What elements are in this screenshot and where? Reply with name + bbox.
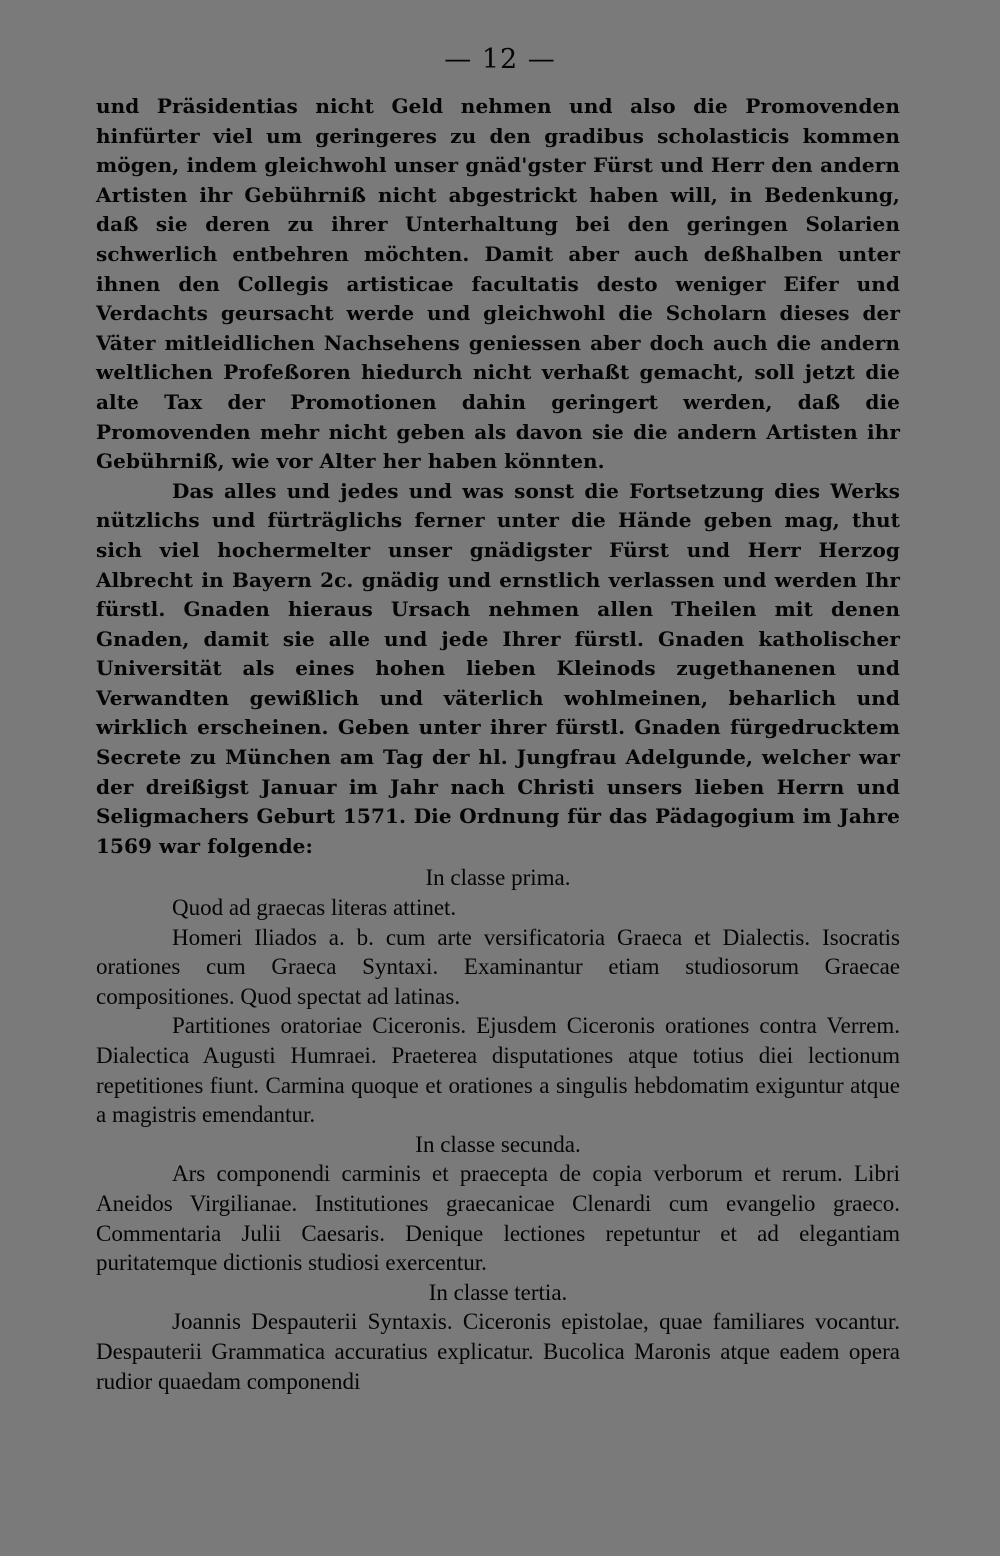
heading-classe-tertia: In classe tertia. — [428, 1279, 568, 1305]
paragraph-prima-partitiones: Partitiones oratoriae Ciceronis. Ejusdem Ciceronis orationes contra Verrem. Dialectica Augusti Humraei. Praeterea disputationes atque totius diei lectionum repetitiones fiunt. Carmina quoque et orationes a singulis hebdomatim exiguntur atque a magistris emendantur. — [96, 1013, 900, 1128]
paragraph-promotion-fees: und Präsidentias nicht Geld nehmen und also die Promovenden hinfürter viel um geringeres zu den gradibus scholasticis kommen mögen, indem gleichwohl unser gnäd'gster Fürst und Herr den andern Artisten ihr Gebührniß nicht abgestrickt haben will, in Bedenkung, daß sie deren zu ihrer Unterhaltung bei den geringen Solarien schwerlich entbehren möchten. Damit aber auch deßhalben unter ihnen den Collegis artisticae facultatis desto weniger Eifer und Verdachts geursacht werde und gleichwohl die Scholarn dieses der Väter mitleidlichen Nachsehens geniessen aber doch auch die andern weltlichen Profeßoren hiedurch nicht verhaßt gemacht, soll jetzt die alte Tax der Promotionen dahin geringert werden, daß die Promovenden mehr nicht geben als davon sie die andern Artisten ihr Gebührniß, wie vor Alter her haben könnten. — [96, 94, 900, 474]
page-body — [96, 92, 900, 1396]
paragraph-ducal-decree: Das alles und jedes und was sonst die Fortsetzung dies Werks nützlichs und fürträglichs ferner unter die Hände geben mag, thut sich viel hochermelter unser gnädigster Fürst und Herr Herzog Albrecht in Bayern 2c. gnädig und ernstlich verlassen und werden Ihr fürstl. Gnaden hieraus Ursach nehmen allen Theilen mit denen Gnaden, damit sie alle und jede Ihrer fürstl. Gnaden katholischer Universität als eines hohen lieben Kleinods zugethanenen und Verwandten gewißlich und väterlich wohlmeinen, beharlich und wirklich erscheinen. Geben unter ihrer fürstl. Gnaden fürgedrucktem Secrete zu München am Tag der hl. Jungfrau Adelgunde, welcher war der dreißigst Januar im Jahr nach Christi unsers lieben Herrn und Seligmachers Geburt 1571. Die Ordnung für das Pädagogium im Jahre 1569 war folgende: — [96, 478, 900, 858]
paragraph-tertia-despauterii: Joannis Despauterii Syntaxis. Ciceronis epistolae, quae familiares vocantur. Despauterii Grammatica accuratius explicatur. Bucolica Maronis atque eadem opera rudior quaedam componendi — [96, 1309, 900, 1394]
paragraph-prima-graecas: Quod ad graecas literas attinet. — [172, 895, 457, 921]
heading-classe-prima: In classe prima. — [425, 865, 571, 891]
paragraph-prima-homeri: Homeri Iliados a. b. cum arte versificatoria Graeca et Dialectis. Isocratis orationes cum Graeca Syntaxi. Examinantur etiam studiosorum Graecae compositiones. Quod spectat ad latinas. — [96, 924, 900, 1009]
paragraph-secunda-ars: Ars componendi carminis et praecepta de copia verborum et rerum. Libri Aneidos Virgilianae. Institutiones graecanicae Clenardi cum evangelio graeco. Commentaria Julii Caesaris. Denique lectiones repetuntur et ad elegantiam puritatemque dictionis studiosi exercentur. — [96, 1161, 900, 1276]
page-number: — 12 — — [444, 44, 556, 75]
heading-classe-secunda: In classe secunda. — [415, 1131, 581, 1157]
